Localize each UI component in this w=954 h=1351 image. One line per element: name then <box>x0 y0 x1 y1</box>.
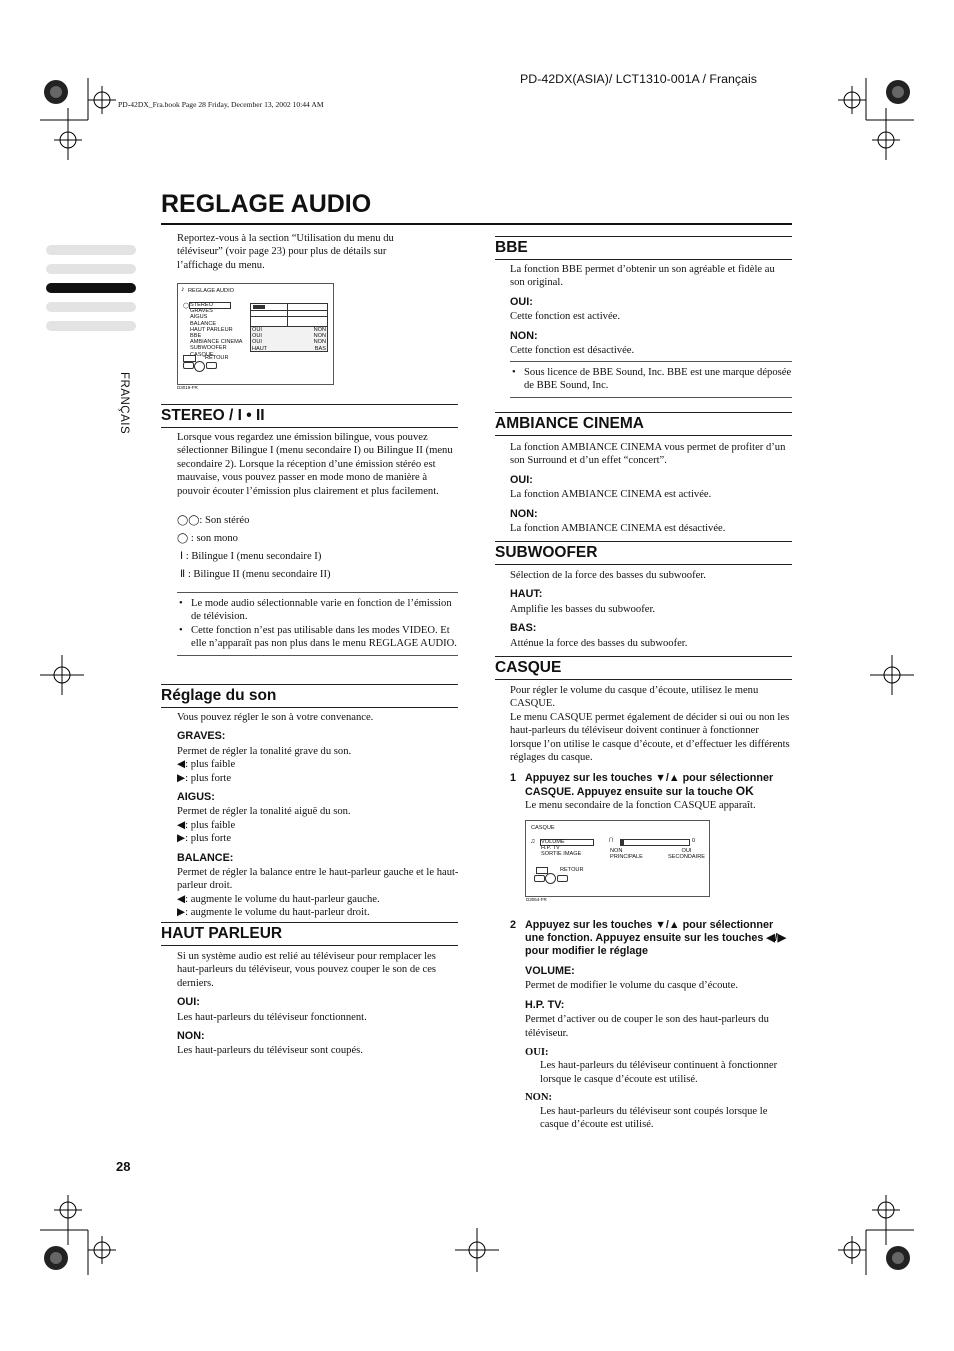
stereo-icon: ◯◯ <box>177 515 200 526</box>
music-note-icon: ♫ <box>530 838 536 845</box>
step-text: Appuyez sur les touches <box>525 919 656 931</box>
menu-item: BALANCE <box>190 320 217 327</box>
retour-label: RETOUR <box>205 355 229 361</box>
casque-text: Pour régler le volume du casque d’écoute, utilisez le menu CASQUE. Le menu CASQUE permet également de décider si oui ou non les haut-parleurs du téléviseur doivent continuer à fonctionner lorsque l’on utilise le casque d’écoute, et d’effectuer les différents réglages du casque. <box>510 685 790 764</box>
balance-text: Permet de régler la balance entre le haut-parleur gauche et le haut-parleur droit. <box>177 867 459 892</box>
casque-menu-screen <box>525 820 710 897</box>
file-info-line: PD-42DX_Fra.book Page 28 Friday, December 13, 2002 10:44 AM <box>118 100 324 109</box>
non-text: Cette fonction est désactivée. <box>510 345 635 357</box>
music-note-icon: ♪ <box>181 286 185 293</box>
left-arrow-icon: ◀ <box>177 818 186 831</box>
left-right-arrow-icon: ◀/▶ <box>766 932 786 944</box>
son-intro: Vous pouvez régler le son à votre convenance. <box>177 712 374 723</box>
stereo-text: Lorsque vous regardez une émission bilingue, vous pouvez sélectionner Bilingue I (menu secondaire I) ou Bilingue II (menu secondaire 2). Lorsque la réception d’une émission stéréo est mauvaise, vous pouvez passer en mode mono de manière à pouvoir écouter l’émission plus clairement et plus facilement. <box>177 432 453 497</box>
bas-text: Atténue la force des basses du subwoofer. <box>510 637 688 649</box>
subwoofer-heading: SUBWOOFER <box>495 541 792 565</box>
menu-item: SORTIE IMAGE <box>541 851 582 858</box>
bbe-note <box>510 361 792 398</box>
stereo-icon: ◯ <box>183 303 190 309</box>
value-left: OUI <box>252 327 262 333</box>
menu-item: AMBIANCE CINEMA <box>190 339 243 346</box>
mode-text: : Bilingue I (menu secondaire I) <box>185 551 322 562</box>
bbe-text: La fonction BBE permet d’obtenir un son agréable et fidèle au son original. <box>510 264 775 289</box>
ok-button-icon <box>557 875 568 882</box>
non-text: La fonction AMBIANCE CINEMA est désactivée. <box>510 523 726 535</box>
menu-item: SUBWOOFER <box>190 345 227 352</box>
oui-text: Cette fonction est activée. <box>510 311 621 323</box>
graves-label: GRAVES: <box>177 730 226 743</box>
volume-bar <box>620 839 690 846</box>
casque-item-list <box>541 839 581 858</box>
bbe-section <box>510 263 792 357</box>
left-arrow-icon: ◀ <box>177 892 186 905</box>
right-arrow-icon: ▶ <box>177 832 186 845</box>
balance-left: : augmente le volume du haut-parleur gauche. <box>185 893 380 905</box>
intro-text: Reportez-vous à la section “Utilisation du menu du téléviseur” (voir page 23) pour plus de détails sur l’affichage du menu. <box>177 233 394 271</box>
volume-text: Permet de modifier le volume du casque d’écoute. <box>525 980 738 992</box>
step-text: Appuyez sur les touches <box>525 772 656 784</box>
mode-text: : Bilingue II (menu secondaire II) <box>187 569 331 580</box>
non-label: NON: <box>177 1030 205 1043</box>
non-text: Les haut-parleurs du téléviseur sont coupés lorsque le casque d’écoute est utilisé. <box>540 1105 768 1131</box>
menu-button-icon <box>183 355 196 362</box>
menu-values <box>250 326 328 352</box>
dpad-icon <box>194 361 205 372</box>
mode-text: : son mono <box>190 533 238 544</box>
reglage-audio-menu-screen <box>177 283 334 385</box>
menu-code: D3019-FR <box>177 385 198 390</box>
menu-code: D3064-FR <box>526 897 547 902</box>
value-right: NON <box>313 339 326 346</box>
graves-plus: : plus forte <box>185 772 232 784</box>
menu-title: REGLAGE AUDIO <box>188 288 235 294</box>
aigus-plus: : plus forte <box>185 833 232 845</box>
ambiance-section <box>510 441 792 535</box>
volume-label: VOLUME: <box>525 965 575 977</box>
option-label: NON <box>610 848 623 854</box>
oui-label: OUI: <box>510 295 533 308</box>
menu-button-icon <box>536 867 548 874</box>
dpad-icon <box>545 873 556 884</box>
option-1 <box>610 848 643 860</box>
stereo-notes <box>177 592 458 656</box>
step-text: pour modifier le réglage <box>525 945 648 957</box>
mode-text: : Son stéréo <box>199 515 250 526</box>
ambiance-heading: AMBIANCE CINEMA <box>495 412 792 436</box>
sidebar-tab <box>46 264 136 274</box>
up-down-arrow-icon: ▼/▲ <box>655 919 680 931</box>
option-label: PRINCIPALE <box>610 854 643 861</box>
oui-text: Les haut-parleurs du téléviseur fonctionnent. <box>177 1011 367 1023</box>
ok-button-icon <box>206 362 217 369</box>
menu-item: CASQUE <box>190 351 214 358</box>
bilingual-ii-icon: Ⅱ <box>177 568 186 580</box>
value-right: NON <box>313 333 326 340</box>
menu-sliders <box>250 303 328 327</box>
up-down-arrow-icon: ▼/▲ <box>655 772 680 784</box>
haut-parleur-text: Si un système audio est relié au téléviseur pour remplacer les haut-parleurs du téléviseur, vous pouvez couper le son de ces derniers. <box>177 951 437 989</box>
balance-right: : augmente le volume du haut-parleur droit. <box>185 907 370 919</box>
bas-label: BAS: <box>510 622 537 635</box>
haut-parleur-heading: HAUT PARLEUR <box>161 922 458 946</box>
non-label: NON: <box>525 1092 553 1104</box>
non-label: NON: <box>510 507 538 520</box>
hp-text: Permet d’activer ou de couper le son des haut-parleurs du téléviseur. <box>525 1014 769 1039</box>
menu-item: STEREO <box>190 302 214 308</box>
tv-button-icon <box>183 362 194 369</box>
oui-text: Les haut-parleurs du téléviseur continuent à fonctionner lorsque le casque d’écoute est utilisé. <box>540 1060 778 1085</box>
option-label: SECONDAIRE <box>668 854 705 861</box>
value-right: BAS <box>314 345 326 352</box>
ok-key-label: OK <box>735 784 754 798</box>
sidebar-tab <box>46 245 136 255</box>
value-left: HAUT <box>252 345 268 352</box>
haut-label: HAUT: <box>510 588 543 601</box>
oui-label: OUI: <box>510 473 533 486</box>
bilingual-i-icon: Ⅰ <box>177 550 184 562</box>
bbe-heading: BBE <box>495 236 792 260</box>
menu-item: AIGUS <box>190 314 208 321</box>
son-heading: Réglage du son <box>161 684 458 708</box>
value-left: OUI <box>252 333 262 340</box>
oui-text: La fonction AMBIANCE CINEMA est activée. <box>510 489 712 501</box>
step-text: pour sélectionner une fonction. Appuyez ensuite sur les touches <box>525 919 774 944</box>
step-2-heading <box>525 919 795 958</box>
volume-value: 0 <box>692 838 696 844</box>
note-item: • Cette fonction n’est pas utilisable dans les modes VIDEO. Et elle n’apparaît pas non plus dans le menu REGLAGE AUDIO. <box>191 624 458 651</box>
graves-text: Permet de régler la tonalité grave du son. <box>177 745 352 757</box>
tv-button-icon <box>534 875 545 882</box>
side-language-label: FRANÇAIS <box>118 372 130 435</box>
sidebar-tab <box>46 302 136 312</box>
non-label: NON: <box>510 329 538 342</box>
retour-label: RETOUR <box>560 867 584 873</box>
right-arrow-icon: ▶ <box>177 906 186 919</box>
step-text: pour sélectionner CASQUE. Appuyez ensuite sur la touche <box>525 772 774 798</box>
title-rule <box>161 223 792 225</box>
haut-text: Amplifie les basses du subwoofer. <box>510 603 656 615</box>
haut-parleur-section <box>177 950 459 1058</box>
option-2 <box>668 848 705 860</box>
casque-heading: CASQUE <box>495 656 792 680</box>
aigus-minus: : plus faible <box>185 819 236 831</box>
menu-item: H.P. TV <box>541 845 560 852</box>
oui-label: OUI: <box>177 996 200 1009</box>
page-title: REGLAGE AUDIO <box>161 190 372 218</box>
hp-label: H.P. TV: <box>525 998 565 1011</box>
subwoofer-text: Sélection de la force des basses du subwoofer. <box>510 570 706 581</box>
balance-label: BALANCE: <box>177 851 234 864</box>
mono-icon: ◯ <box>177 533 189 544</box>
menu-title: CASQUE <box>531 825 555 831</box>
option-label: OUI <box>681 848 692 854</box>
aigus-label: AIGUS: <box>177 791 215 804</box>
menu-item: GRAVES <box>190 308 213 315</box>
step-2-number: 2 <box>510 919 517 931</box>
menu-item: VOLUME <box>541 839 565 845</box>
value-right: NON <box>313 327 326 333</box>
subwoofer-section <box>510 569 792 650</box>
non-text: Les haut-parleurs du téléviseur sont coupés. <box>177 1045 363 1057</box>
stereo-modes <box>177 514 457 586</box>
son-section <box>177 711 459 920</box>
page-number: 28 <box>116 1159 131 1174</box>
menu-item-list <box>190 302 250 358</box>
casque-settings <box>525 959 793 1131</box>
value-left: OUI <box>252 339 262 346</box>
headphone-icon: ∩ <box>608 834 615 844</box>
menu-item: HAUT PARLEUR <box>190 326 233 333</box>
note-item: • Sous licence de BBE Sound, Inc. BBE est une marque déposée de BBE Sound, Inc. <box>524 366 792 393</box>
step-1-number: 1 <box>510 772 517 784</box>
aigus-text: Permet de régler la tonalité aiguë du son. <box>177 806 351 818</box>
stereo-heading: STEREO / I • II <box>161 404 458 428</box>
step-1-sub: Le menu secondaire de la fonction CASQUE apparaît. <box>525 800 756 811</box>
left-arrow-icon: ◀ <box>177 758 186 771</box>
step-1-heading <box>525 772 795 799</box>
sidebar-tab <box>46 321 136 331</box>
ambiance-text: La fonction AMBIANCE CINEMA vous permet de profiter d’un son Surround et d’un effet “concert”. <box>510 442 786 467</box>
model-line: PD-42DX(ASIA)/ LCT1310-001A / Français <box>520 72 757 86</box>
menu-item: BBE <box>190 333 202 340</box>
right-arrow-icon: ▶ <box>177 771 186 784</box>
graves-minus: : plus faible <box>185 759 236 771</box>
sidebar-tab-active <box>46 283 136 293</box>
note-item: • Le mode audio sélectionnable varie en fonction de l’émission de télévision. <box>191 597 458 624</box>
oui-label: OUI: <box>525 1047 549 1059</box>
